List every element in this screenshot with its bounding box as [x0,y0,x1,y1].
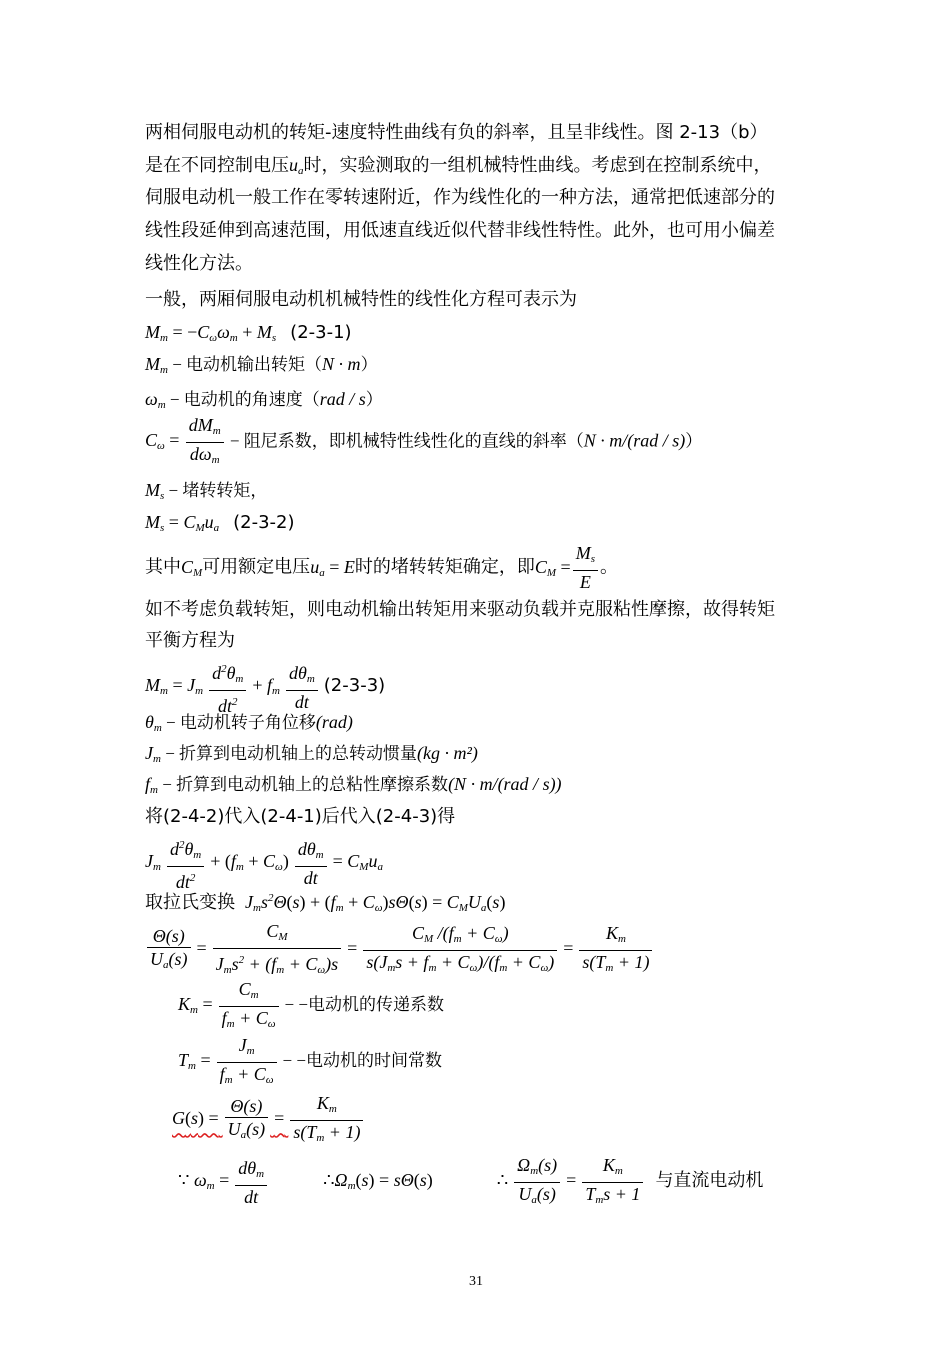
wavy-underline: G(s) = $\frac{\Theta(s)}{U_a(s)}$ = $\frac{K_m}{s(T_m + 1)}$ [172,1111,365,1128]
para1-line4: 线性段延伸到高速范围，用低速直线近似代替非线性特性。此外，也可用小偏差 [145,220,775,241]
transfer-function-G [172,1092,365,1149]
para1-line1: 两相伺服电动机的转矩-速度特性曲线有负的斜率，且呈非线性。图 2-13（b） [145,122,768,143]
para4-line1: 如不考虑负载转矩，则电动机输出转矩用来驱动负载并克服粘性摩擦，故得转矩 [145,599,775,620]
transfer-function-chain: $\frac{\Theta(s)}{U_a(s)}$ = $\frac{C_M}{J_ms^2 + (f_m + C_\omega)s}$ = $\frac{C_M /(f_m + C_\omega)}{s(J_ms + f_m + C_\omega)/(f_m + C_\omega)}$ = $\frac{K_m}{s(T_m + 1)}$ [145,920,654,981]
def-Mm: $M_m$ − 电动机输出转矩（N · m） [145,354,378,376]
para1-line2: 是在不同控制电压$u_a$时，实验测取的一组机械特性曲线。考虑到在控制系统中， [145,155,772,177]
para7: 与直流电动机 [655,1170,764,1192]
equation-2-3-2: $M_s = C_Mu_a$ (2-3-2) [145,512,295,534]
final-relations: ∵ $\omega_m$ = $\frac{d\theta_m}{dt}$ $\therefore\Omega_m(s) = s\Theta(s)$ ∴ $\frac{\Omega_m(s)}{U_a(s)}$ = $\frac{K_m}{T_ms + 1}$ 与直流电动机 [178,1155,764,1207]
def-Ms: $M_s$ − 堵转转矩， [145,480,268,502]
para3: 其中$C_M$可用额定电压$u_a = E$时的堵转转矩确定，即$C_M$ = $\frac{M_s}{E}$ 。 [145,543,618,592]
para1-line5: 线性化方法。 [145,253,253,274]
def-Tm: $T_m$ = $\frac{J_m}{f_m + C_\omega}$ − −电动机的时间常数 [178,1035,442,1086]
para1-line2-a: 是在不同控制电压 [145,155,289,176]
para5: 将(2-4-2)代入(2-4-1)后代入(2-4-3)得 [145,806,456,827]
para6: 取拉氏变换 $J_ms^2\Theta(s) + (f_m + C_\omega)s\Theta(s) = C_MU_a(s)$ [145,892,506,914]
def-omega-m: $\omega_m$ − 电动机的角速度（rad / s） [145,389,383,411]
equation-2-3-1: $M_m = -C_\omega\omega_m + M_s$ (2-3-1) [145,322,352,344]
equation-substituted: $J_m$ $\frac{d^2\theta_m}{dt^2}$ + $(f_m + C_\omega)$ $\frac{d\theta_m}{dt}$ = $C_Mu_a$ [145,834,383,893]
eq3-tag: (2-3-3) [323,675,386,697]
def-fm: $f_m$ − 折算到电动机轴上的总粘性摩擦系数(N · m/(rad / s)) [145,774,562,796]
para4-line2: 平衡方程为 [145,630,235,651]
def-Jm: $J_m$ − 折算到电动机轴上的总转动惯量(kg · m²) [145,743,478,765]
para2: 一般，两厢伺服电动机机械特性的线性化方程可表示为 [145,289,577,310]
def-Km: $K_m$ = $\frac{C_m}{f_m + C_\omega}$ − −电动机的传递系数 [178,979,444,1030]
def-theta: $\theta_m$ − 电动机转子角位移(rad) [145,712,353,734]
equation-2-3-3: $M_m = J_m$ $\frac{d^2\theta_m}{dt^2}$ + $f_m$ $\frac{d\theta_m}{dt}$ (2-3-3) [145,658,385,717]
para1-line3: 伺服电动机一般工作在零转速附近，作为线性化的一种方法，通常把低速部分的 [145,187,775,208]
page-number: 31 [469,1274,483,1289]
def-C-omega: $C_\omega$ = $\frac{dM_m}{d\omega_m}$ − 阻尼系数，即机械特性线性化的直线的斜率（N · m/(rad / s)） [145,415,703,466]
para1-line2-b: 时，实验测取的一组机械特性曲线。考虑到在控制系统中， [303,155,772,176]
eq1-tag: (2-3-1) [290,322,352,343]
eq2-tag: (2-3-2) [233,512,295,533]
